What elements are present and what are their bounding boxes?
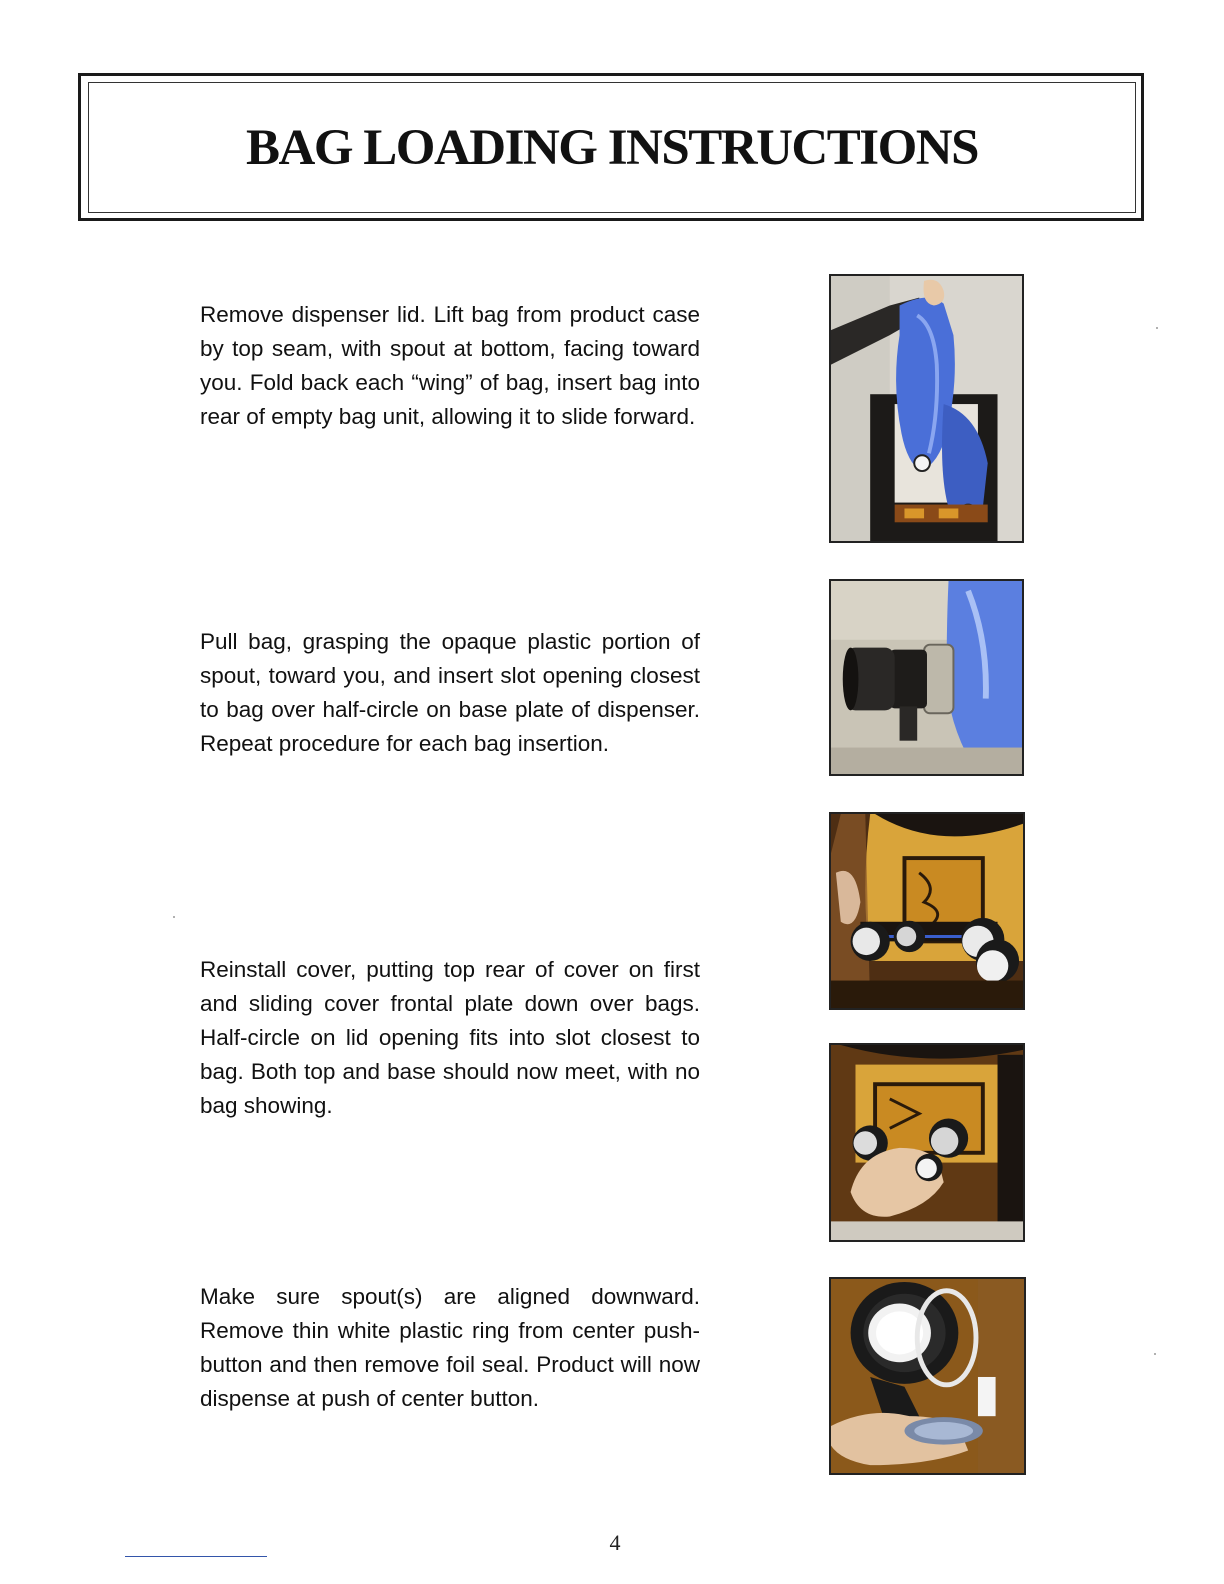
- footer-line: [125, 1556, 267, 1557]
- finger-pressing-button-photo: [831, 1045, 1023, 1240]
- photo-cover-installed: [829, 812, 1025, 1010]
- page-title: BAG LOADING INSTRUCTIONS: [246, 119, 978, 176]
- scan-speck: [173, 916, 175, 918]
- photo-pressing-button: [829, 1043, 1025, 1242]
- title-box-inner: [88, 82, 1136, 213]
- step-4-text: Make sure spout(s) are aligned downward. Remove thin white plastic ring from center push-button and then remove foil seal. Product will now dispense at push of center button.: [200, 1284, 700, 1411]
- photo-spout-closeup: [829, 579, 1024, 776]
- dispenser-cover-installed-photo: [831, 814, 1023, 1008]
- page-number: 4: [609, 1530, 621, 1555]
- removing-foil-seal-photo: [831, 1279, 1024, 1473]
- photo-hand-lifting-bag: [829, 274, 1024, 543]
- hand-lifting-blue-bag-photo: [831, 276, 1022, 541]
- step-2-text: Pull bag, grasping the opaque plastic portion of spout, toward you, and insert slot opening closest to bag over half-circle on base plate of dispenser. Repeat procedure for each bag insertion.: [200, 629, 700, 756]
- photo-removing-foil-seal: [829, 1277, 1026, 1475]
- scan-speck: [1154, 1353, 1156, 1355]
- spout-close-up-photo: [831, 581, 1022, 774]
- title-box: [78, 73, 1144, 221]
- step-3-text: Reinstall cover, putting top rear of cover on first and sliding cover frontal plate down over bags. Half-circle on lid opening fits into slot closest to bag. Both top and base should now meet, with no bag showing.: [200, 957, 700, 1118]
- step-1-text: Remove dispenser lid. Lift bag from product case by top seam, with spout at bottom, facing toward you. Fold back each “wing” of bag, insert bag into rear of empty bag unit, allowing it to slide forward.: [200, 302, 700, 429]
- scan-speck: [1156, 327, 1158, 329]
